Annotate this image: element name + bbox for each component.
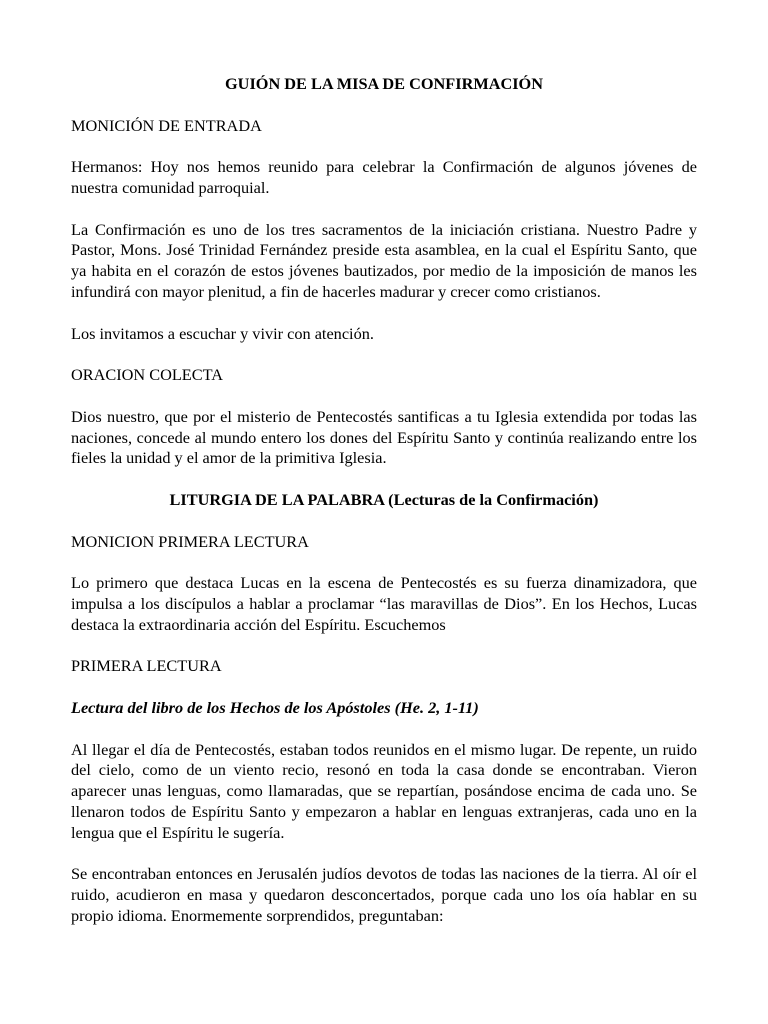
heading-monicion-entrada: MONICIÓN DE ENTRADA [71,115,262,135]
heading-monicion-primera-lectura: MONICION PRIMERA LECTURA [71,531,309,551]
heading-oracion-colecta: ORACION COLECTA [71,365,224,385]
paragraph-monicion-entrada-3: Los invitamos a escuchar y vivir con atención. [71,323,374,343]
reading-title: Lectura del libro de los Hechos de los Apóstoles (He. 2, 1-11) [71,697,479,717]
paragraph-primera-lectura-2: Se encontraban entonces en Jerusalén judíos devotos de todas las naciones de la tierra. Al oír el ruido, acudieron en masa y quedaron desconcertados, porque cada uno los oía hablar en su propio idioma. Enormemente sorprendidos, preguntaban: [71,864,697,925]
document-page [71,74,697,947]
heading-liturgia-palabra: LITURGIA DE LA PALABRA (Lecturas de la Confirmación) [169,489,599,509]
paragraph-oracion-colecta: Dios nuestro, que por el misterio de Pentecostés santificas a tu Iglesia extendida por todas las naciones, concede al mundo entero los dones del Espíritu Santo y continúa realizando entre los fieles la unidad y el amor de la primitiva Iglesia. [71,406,697,468]
paragraph-primera-lectura-1: Al llegar el día de Pentecostés, estaban todos reunidos en el mismo lugar. De repente, un ruido del cielo, como de un viento recio, resonó en toda la casa donde se encontraban. Vieron aparecer unas lenguas, como llamaradas, que se repartían, posándose encima de cada uno. Se llenaron todos de Espíritu Santo y empezaron a hablar en lenguas extranjeras, cada uno en la lengua que el Espíritu le sugería. [71,739,697,842]
paragraph-monicion-entrada-2: La Confirmación es uno de los tres sacramentos de la iniciación cristiana. Nuestro Padre y Pastor, Mons. José Trinidad Fernández preside esta asamblea, en la cual el Espíritu Santo, que ya habita en el corazón de estos jóvenes bautizados, por medio de la imposición de manos les infundirá con mayor plenitud, a fin de hacerles madurar y crecer como cristianos. [71,219,697,301]
paragraph-monicion-primera-lectura: Lo primero que destaca Lucas en la escena de Pentecostés es su fuerza dinamizadora, que impulsa a los discípulos a hablar a proclamar “las maravillas de Dios”. En los Hechos, Lucas destaca la extraordinaria acción del Espíritu. Escuchemos [71,573,697,634]
paragraph-monicion-entrada-1: Hermanos: Hoy nos hemos reunido para celebrar la Confirmación de algunos jóvenes de nuestra comunidad parroquial. [71,157,697,197]
document-title: GUIÓN DE LA MISA DE CONFIRMACIÓN [225,74,543,93]
heading-primera-lectura: PRIMERA LECTURA [71,656,222,676]
